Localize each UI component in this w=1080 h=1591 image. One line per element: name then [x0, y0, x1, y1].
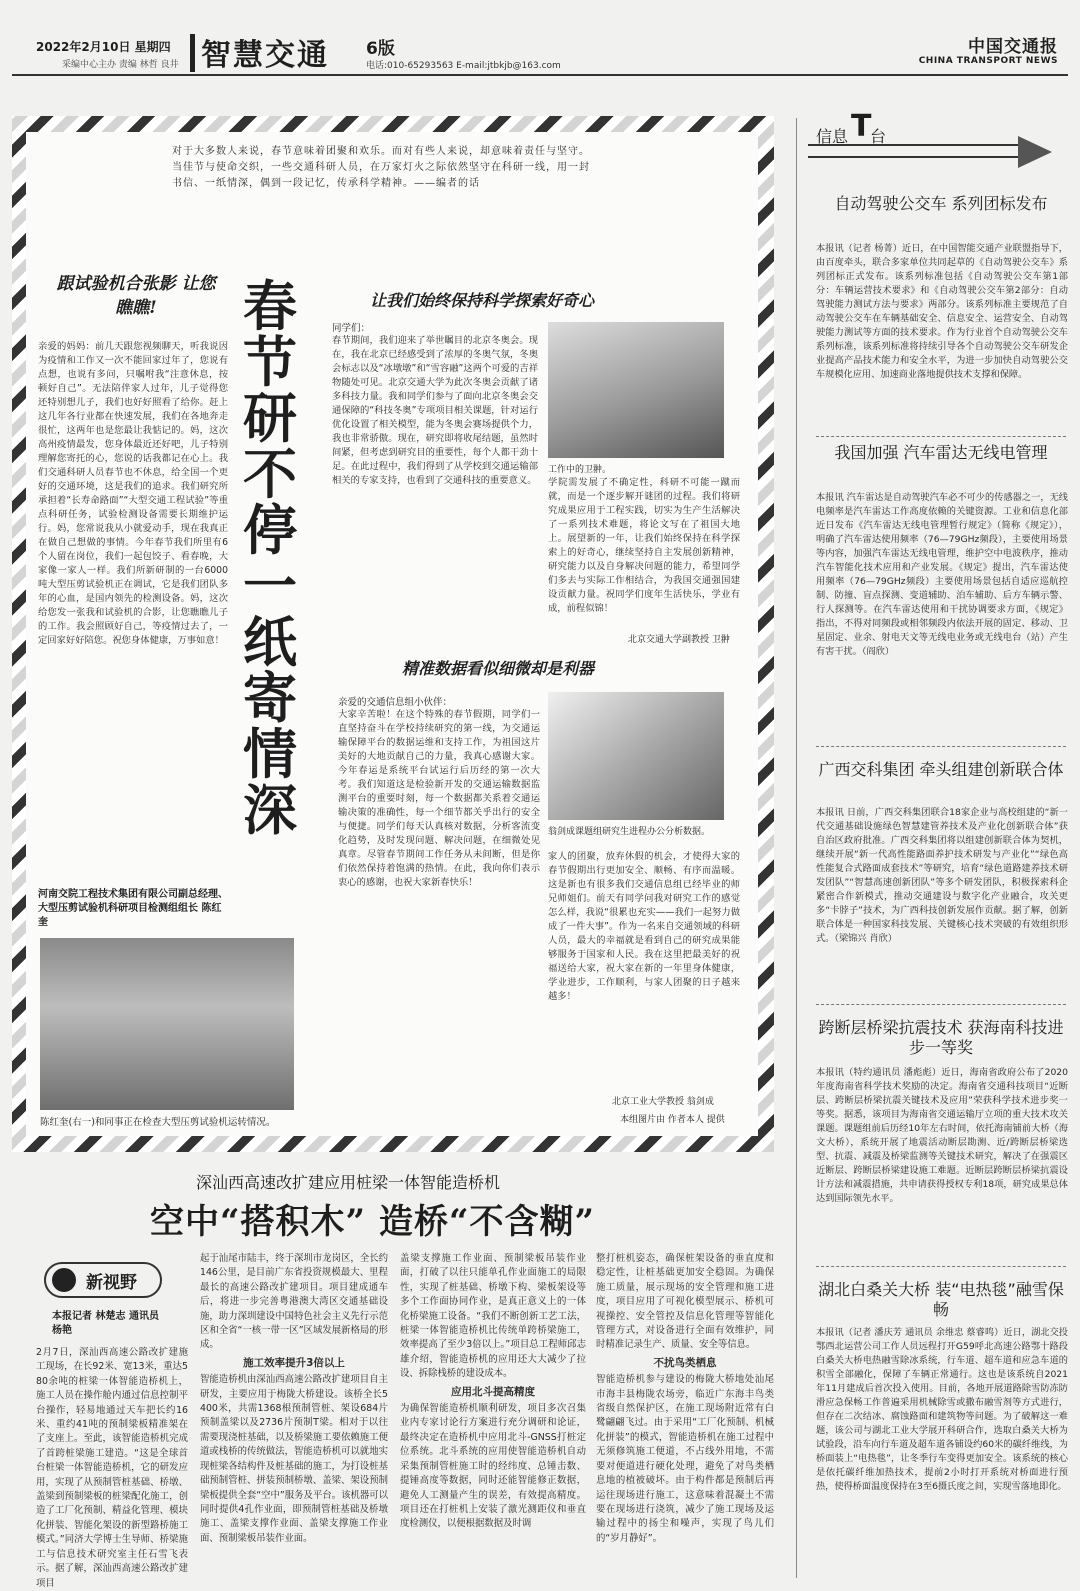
letter2-signature: 北京交通大学副教授 卫翀	[628, 635, 730, 645]
editors-note: 对于大多数人来说，春节意味着团聚和欢乐。而对有些人来说，却意味着责任与坚守。当佳节与使命交织，一些交通科研人员，在万家灯火之际依然坚守在科研一线，用一封书信、一纸情深，偶到一段记忆，传承科学精神。——编者的话	[172, 146, 590, 189]
newspaper-logo-en: CHINA TRANSPORT NEWS	[918, 56, 1058, 66]
column-rule	[796, 118, 797, 1578]
section-title: 智慧交通	[201, 38, 329, 73]
letter1-body: 亲爱的妈妈：前几天跟您视频聊天，听我说因为疫情和工作又一次不能回家过年了，您说有点想，也说有多问，只嘱咐我“注意休息，按顿好自己”。无法陪伴家人过年，儿子觉得您还特别想儿子，我们也好好照看了给你。赶上这几年各行业都在快速发展，我们在各地奔走很忙，这两年也是您最让我惦记的。妈，这次高州疫情最发，您身体最近还好吧，儿子特别理解您寄托的心，您说的话我都记在心上。我们交通科研人员春节也不休息，给全国一个更好的交通环境，这是我们的追求。我们研究所承担着“长寿命路面”“大型交通工程试验”等重点科研任务，试验检测设备需要长期维护运行。妈，您常说我从小就爱动手，现在我真正在做自己想做的事情。今年春节我们所里有6个人留在岗位，我们一起包饺子、看春晚，大家像一家人一样。我们所新研制的一台6000吨大型压剪试验机正在调试，它是我们团队多年的心血，是国内领先的检测设备。妈，这次给您发一张我和试验机的合影，让您瞧瞧儿子的工作。我会照顾好自己，等疫情过去了，一定回家好好陪您。祝您身体健康，万事如意！	[38, 341, 228, 646]
page-number: 6版	[366, 39, 395, 59]
sidebar-label-t: T	[851, 109, 872, 144]
column-tag-label: 新视野	[86, 1273, 137, 1293]
arrow-right-icon	[1018, 136, 1052, 168]
news-headline-4: 跨断层桥梁抗震技术 获海南科技进步一等奖	[818, 1018, 1064, 1057]
letter1-signature: 河南交院工程技术集团有限公司副总经理、大型压剪试验机科研项目检测组组长 陈红奎	[38, 889, 228, 928]
eye-icon	[52, 1268, 76, 1292]
article-column-3	[400, 1252, 586, 1578]
letter2-photo-caption: 工作中的卫翀。	[548, 465, 612, 475]
article-byline: 本报记者 林楚志 通讯员 杨艳	[52, 1311, 159, 1336]
issue-date: 2022年2月10日 星期四	[36, 40, 171, 54]
news-headline-2: 我国加强 汽车雷达无线电管理	[834, 443, 1048, 462]
news-body-2: 本报讯 汽车雷达是自动驾驶汽车必不可少的传感器之一，无线电频率是汽车雷达工作高度依赖的关键资源。工业和信息化部近日发布《汽车雷达无线电管理暂行规定》（简称《规定》），明确了汽车雷达使用频率（76—79GHz频段），主要使用场景等内容，加强汽车雷达无线电管理，维护空中电波秩序，推动汽车智能化技术应用和产业发展。《规定》提出，汽车雷达使用频率（76—79GHz频段）主要使用场景包括自适应巡航控制、防撞、盲点探测、变道辅助、泊车辅助、后方车辆示警、行人探测等。在汽车雷达使用和干扰协调要求方面，《规定》指出，不得对同频段或相邻频段内依法开展的固定、移动、卫星固定、业余、射电天文等无线电业务或无线电台（站）产生有害干扰。（阎欣）	[816, 492, 1068, 657]
article-column-3-body: 盖梁支撑施工作业面、预制梁板吊装作业面，打破了以往只能单孔作业面施工的局限性，实现了桩基础、桥墩下构、梁板架设等多个工作面协同作业，是真正意义上的一体化桥梁施工设备。“我们不断创新工艺工法，桩梁一体智能造桥机比传统单跨桥梁施工，效率提高了至少3倍以上。”项目总工程师邱志雄介绍，智能造桥机的应用还大大减少了拉设、拆除栈桥的建设成本。	[400, 1253, 586, 1380]
article-column-4-body-2: 智能造桥机参与建设的梅陇大桥地处汕尾市海丰县梅陇农场旁，临近广东海丰鸟类省级自然保护区，在施工现场附近常有白鹭翩翩飞过。由于采用“工厂化预制、机械化拼装”的模式，智能造桥机在施工过程中无须修筑施工便道，不占线外用地，不需要对便道进行硬化处理，避免了对鸟类栖息地的植被破坏。由于构件都是预制后再运往现场进行施工，这意味着混凝土不需要在现场进行浇筑，减少了施工现场及运输过程中的扬尘和噪声，实现了鸟儿们的“岁月静好”。	[596, 1374, 774, 1544]
news-body-5: 本报讯（记者 潘庆芳 通讯员 余维忠 蔡睿鸣）近日，湖北交投鄂西北运营公司工作人员远程打开G59呼北高速公路鄂十路段白桑关大桥电热融雪除冰系统，行车道、超车道和应急车道的积雪全部融化，保障了车辆正常通行。这也是该系统自2021年11月建成后首次投入使用。目前，各地开展道路除雪防冻防滑应急保畅工作普遍采用机械除雪或撒布融雪剂等方式进行，但存在二次结冰、腐蚀路面和建筑物等问题。为了破解这一难题，该公司与湖北工业大学展开科研合作，选取白桑关大桥为试验段，沿车向行车道及超车道各铺设约60米的碳纤维线，为桥面装上“电热毯”，让冬季行车变得更加安全。该系统的核心是依托碳纤维加热技术，提前2小时打开系统对桥面进行预热，使得桥面温度保持在3至6摄氏度之间，实现雪落地即化。	[816, 1327, 1068, 1492]
news-divider	[816, 436, 1066, 437]
article-column-4	[596, 1252, 774, 1578]
news-divider	[816, 746, 1066, 747]
letter2-body-1: 春节期间，我们迎来了举世瞩目的北京冬奥会。现在，我在北京已经感受到了浓厚的冬奥气氛，冬奥会标志以及“冰墩墩”和“雪容融”这两个可爱的吉祥物随处可见。北京交通大学为此次冬奥会贡献了诸多科技力量。我和同学们参与了面向北京冬奥会交通保障的“科技冬奥”专项项目相关课题，针对运行优化设置了相关模型，能为冬奥会赛场提供个力，我也非常骄傲。现在，研究即将收尾结题，虽然时间紧，但考虑到研究目的重要性，每个人都干劲十足。在此过程中，我们得到了从学校到交通运输部相关的专家支持，也看到了交通科技的重要意义。	[332, 335, 538, 486]
article-subtitle: 深汕西高速改扩建应用桩梁一体智能造桥机	[196, 1173, 501, 1192]
article-column-4-body: 整打桩机姿态，确保桩架设备的垂直度和稳定性，让桩基础更加安全稳固。为确保施工质量，展示现场的安全管理和施工进度，项目应用了可视化模型展示、桥机可视操控、安全管控及信息化管理等智能化管理方式，对设备进行全面有效维护，同时精准记录生产、质量、安全等信息。	[596, 1253, 774, 1351]
letter3-signature: 北京工业大学教授 翁剑成	[612, 1097, 714, 1107]
article-subheading-3: 不扰鸟类栖息	[653, 1356, 717, 1369]
news-headline-5: 湖北白桑关大桥 装“电热毯”融雪保畅	[818, 1280, 1064, 1319]
letter3-photo-caption: 翁剑成课题组研究生进程办公分析数据。	[548, 827, 711, 837]
masthead-rule	[12, 74, 1068, 76]
article-column-2	[200, 1252, 388, 1578]
contact-info: 电话:010-65293563 E-mail:jtbkjb@163.com	[366, 61, 561, 71]
letter3-title: 精准数据看似细微却是利器	[402, 659, 595, 678]
article-column-2-intro: 起于汕尾市陆丰，终于深圳市龙岗区，全长约146公里，是目前广东省投资规模最大、里程最长的高速公路改扩建项目。项目建成通车后，将进一步完善粤港澳大湾区交通基础设施，助力深圳建设中国特色社会主义先行示范区和全省“一核一带一区”区域发展新格局的形成。	[200, 1253, 388, 1351]
letter3-body-1: 大家辛苦啦！在这个特殊的春节假期，同学们一直坚持奋斗在学校持续研究的第一线，为交通运输保障平台的数据运维和支持工作，为祖国这片美好的大地贡献自己的力量，我真心感谢大家。今年春运是系统平台试运行后历经的第一次大考。我们知道这是检验新开发的交通运输数据监测平台的重要时刻，每一个数据都关系着交通运输决策的准确性，每一个细节都关乎出行的安全与便捷。同学们每天认真核对数据，分析客流变化趋势，及时发现问题、解决问题，在细微处见真章。尽管春节期间工作任务从未间断，但是你们依然保持着饱满的热情。在此，我向你们表示衷心的感谢，也祝大家新春快乐！	[338, 709, 540, 888]
news-divider	[816, 1266, 1066, 1267]
article-column-3-body-2: 为确保智能造桥机顺利研发，项目多次召集业内专家讨论行方案进行充分调研和论证，最终决定在造桥机中应用北斗-GNSS打桩定位系统。北斗系统的应用使智能造桥机自动采集预制管桩施工时的经纬度、总锤击数、提锤高度等数据，同时还能智能修正数据，避免人工测量产生的误差，有效提高精度。项目还在打桩机上安装了激光测距仪和垂直度检测仪，以便根据数据及时调	[400, 1403, 586, 1530]
letter2-body-2: 学院需发展了不确定性，科研不可能一蹴而就，而是一个逐步解开谜团的过程。我们将研究成果应用于工程实践，切实为生产生活解决了一系列技术难题，将论文写在了祖国大地上。展望新的一年，让我们始终保持在科学探索上的好奇心，继续坚持自主发展创新精神，研究能力以及自身解决问题的能力，希望同学们多去与实际工作相结合，为我国交通强国建设贡献力量。祝同学们度年生活快乐，学业有成，前程似锦！	[548, 477, 740, 614]
news-body-1: 本报讯（记者 杨菁）近日，在中国智能交通产业联盟指导下，由百度牵头，联合多家单位共同起草的《自动驾驶公交车》系列团标正式发布。该系列标准包括《自动驾驶公交车第1部分：车辆运营技术要求》和《自动驾驶公交车第2部分：自动驾驶能力测试方法与要求》两部分。该系列标准主要规范了自动驾驶公交车在车辆基础安全、信息安全、运营安全、自动驾驶能力测试等方面的技术要求。作为行业首个自动驾驶公交车系列标准，该系列标准将持续引导各个自动驾驶公交车研发企业提高产品技术能力和安全水平，为进一步加快自动驾驶公交车规模化应用、加速商业落地提供技术支撑和保障。	[816, 243, 1068, 380]
photo-credit: 本组图片由 作者本人 提供	[620, 1115, 725, 1125]
article-subheading-2: 应用北斗提高精度	[451, 1385, 535, 1398]
article-subheading-1: 施工效率提升3倍以上	[243, 1356, 345, 1369]
letter3-body-2: 家人的团聚，放弃休假的机会，才使得大家的春节假期出行更加安全、顺畅、有序而温暖。这是新也有很多我们交通信息组已经毕业的师兄师姐们。前天有同学问我对研究工作的感觉怎么样，我说“很累也充实——我们一起努力做成了一件大事”。作为一名来自交通领域的科研人员，最大的幸福就是看到自己的研究成果能够服务于国家和人民。我在这里把最美好的祝福送给大家，祝大家在新的一年里身体健康，学业进步，工作顺利，与家人团聚的日子越来越多！	[548, 851, 740, 1002]
feature-title: 春节研不停 一纸寄情深	[243, 274, 297, 842]
newspaper-logo: 中国交通报	[968, 37, 1058, 57]
news-body-4: 本报讯（特约通讯员 潘彪彪）近日，海南省政府公布了2020年度海南省科学技术奖励的决定。海南省交通科技项目“近断层、跨断层桥梁抗震关键技术及应用”荣获科学技术进步奖一等奖。据悉，该项目为海南省交通运输厅立项的重大技术攻关课题。课题组前后历经10年左右时间，依托海南铺前大桥（海文大桥），系统开展了地震活动断层勘测、近/跨断层桥梁选型、抗震、减震及桥梁监测等关键技术研究，解决了在强震区近断层、跨断层桥梁建设施工难题。近断层跨断层桥梁抗震设计方法和减震措施，共申请获得授权专利18项，研究成果总体达到国际领先水平。	[816, 1067, 1068, 1204]
article-column-2-body: 智能造桥机由深汕西高速公路改扩建项目自主研发，主要应用于梅陇大桥建设。该桥全长5400米，共需1368根预制管桩、架设684片预制盖梁以及2736片预制T梁。相对于以往需要现浇桩基础，以及桥梁施工要依赖施工便道或栈桥的传统做法，智能造桥机可以就地实现桩梁各结构件及桩基础的施工，为打设桩基础预制管桩、拼装预制桥墩、盖梁、架设预制梁板提供全套“空中”服务及平台。该机器可以同时提供4孔作业面，即预制管桩基础及桥墩施工、盖梁支撑作业面、盖梁支撑施工作业面、预制梁板吊装作业面。	[200, 1374, 388, 1544]
news-headline-3: 广西交科集团 牵头组建创新联合体	[818, 760, 1064, 779]
article-column-1: 2月7日，深汕西高速公路改扩建施工现场，在长92米、宽13米，重达580余吨的桩梁一体智能造桥机上，施工人员在操作舱内通过信息控制平台操作，轻易地通过天车把长约16米、重约41吨的预制梁板精准架在了支座上。至此，该智能造桥机完成了首跨桩梁施工建造。“这是全球首台桩梁一体智能造桥机，它的研发应用，实现了从预制管桩基础、桥墩、盖梁到预制梁板的桩梁配化施工，创造了工厂化预制、精益化管理、模块化拼装、智能化架设的新型路桥施工模式。”同济大学博士生导师、桥梁施工与信息技术研究室主任石雪飞表示。据了解，深汕西高速公路改扩建项目	[36, 1347, 188, 1589]
letter1-heading: 跟试验机合张影 让您瞧瞧!	[56, 274, 216, 318]
news-headline-1: 自动驾驶公交车 系列团标发布	[834, 194, 1048, 213]
editor-credits: 采编中心主办 责编 林哲 良井	[62, 60, 179, 70]
article-title: 空中“搭积木” 造桥“不含糊”	[150, 1202, 596, 1242]
letter1-photo-caption: 陈红奎(右一)和同事正在检查大型压剪试验机运转情况。	[40, 1117, 276, 1128]
student-photo	[548, 692, 724, 820]
testing-machine-photo	[40, 938, 294, 1110]
masthead-divider	[190, 34, 195, 72]
news-body-3: 本报讯 日前，广西交科集团联合18家企业与高校组建的“新一代交通基础设施绿色智慧建管养技术及产业化创新联合体”获自治区政府批准。广西交科集团将以组建创新联合体为契机，继续开展“新一代高性能路面养护技术研发与产业化”“绿色高性能复合式路面成套技术”等研究，培育“绿色道路建养技术研发团队”“智慧高速创新团队”等多个研发团队，积极探索科企紧密合作新模式，推动交通建设与数字化产业融合，攻关更多“卡脖子”技术，为广西科技创新发展作贡献。据了解，创新联合体是一种国家科技发展、关键核心技术突破的有效组织形式。（梁锦兴 肖欣）	[816, 807, 1068, 944]
letter2-title: 让我们始终保持科学探索好奇心	[370, 291, 595, 310]
researcher-photo	[548, 322, 724, 458]
sidebar-label-end: 台	[870, 127, 887, 146]
news-divider	[816, 1004, 1066, 1005]
letter3-greeting: 亲爱的交通信息组小伙伴：	[338, 697, 453, 708]
sidebar-label-start: 信息	[816, 127, 849, 146]
letter2-greeting: 同学们：	[332, 323, 371, 334]
